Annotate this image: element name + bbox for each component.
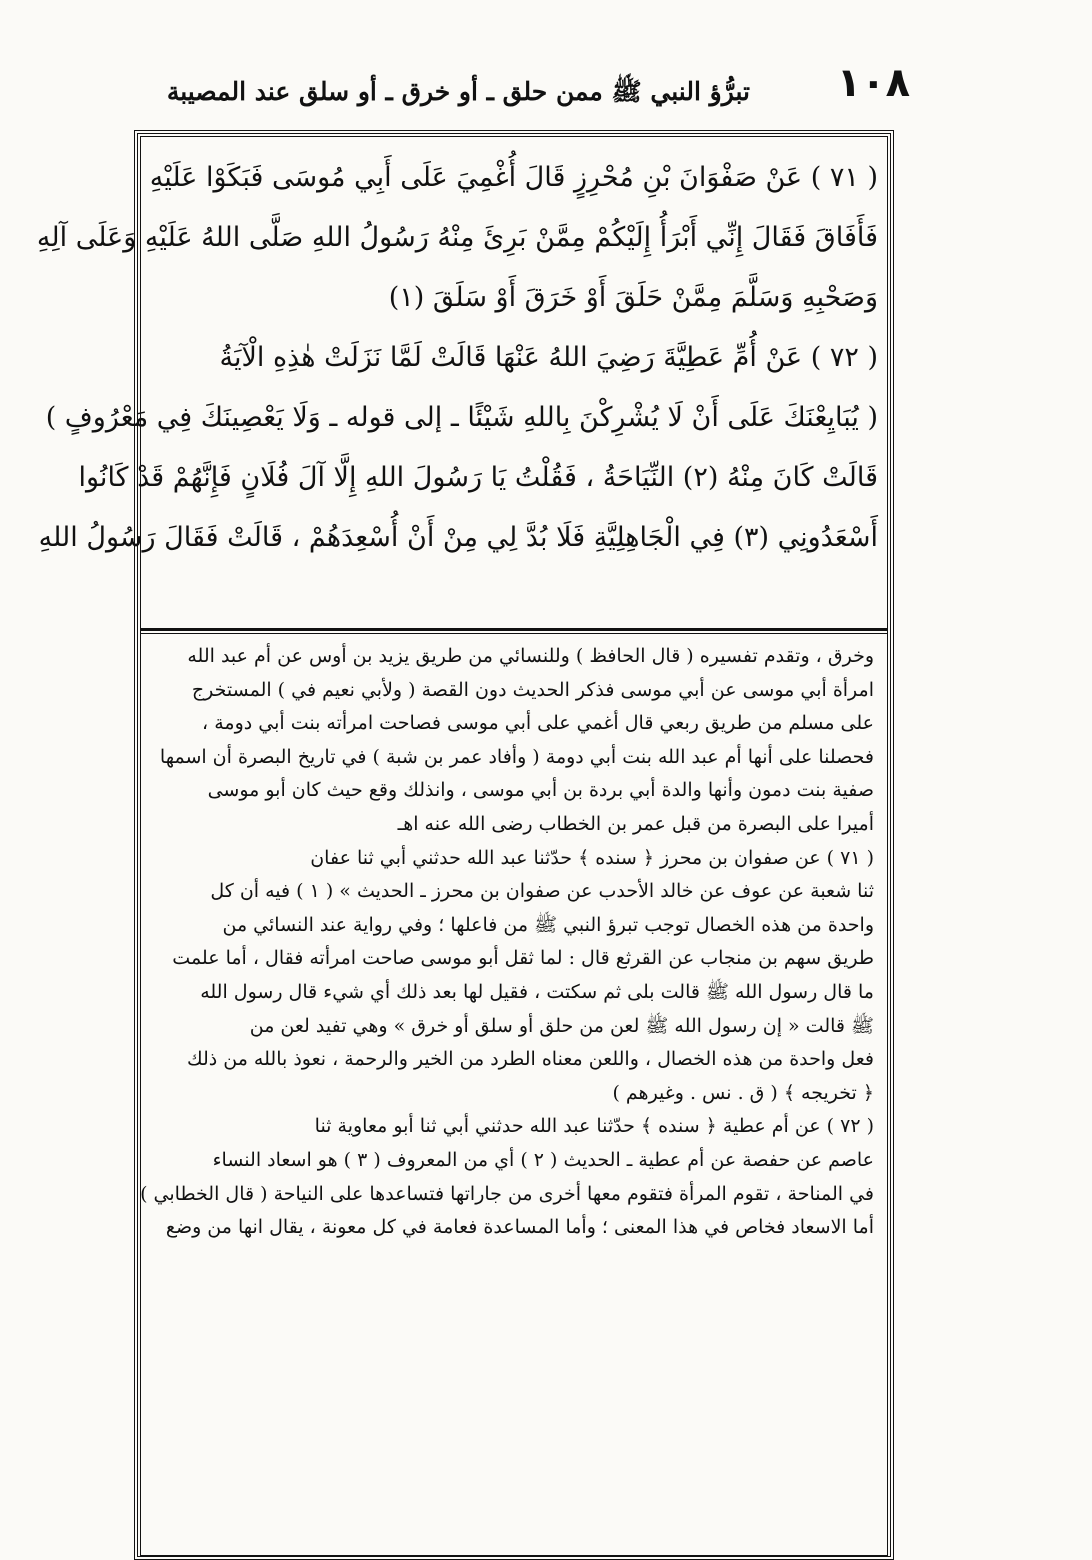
commentary-line: عاصم عن حفصة عن أم عطية ـ الحديث ( ٢ ) أي من المعروف ( ٣ ) هو اسعاد النساء — [212, 1148, 874, 1171]
commentary-line: في المناحة ، تقوم المرأة فتقوم معها أخرى من جاراتها فتساعدها على النياحة ( قال الخطابي ) — [140, 1182, 874, 1205]
page-header — [140, 60, 910, 126]
hadith-line: ( ٧١ ) عَنْ صَفْوَانَ بْنِ مُحْرِزٍ قَالَ أُغْمِيَ عَلَى أَبِي مُوسَى فَبَكَوْا عَلَيْهِ — [149, 162, 878, 193]
hadith-line: فَأَفَاقَ فَقَالَ إِنِّي أَبْرَأُ إِلَيْكُمْ مِمَّنْ بَرِئَ مِنْهُ رَسُولُ اللهِ صَلَّى اللهُ عَلَيْهِ وَعَلَى آلِهِ — [36, 222, 878, 253]
section-divider-thin — [140, 633, 888, 634]
page-number: ١٠٨ — [836, 60, 910, 106]
commentary-line: ( ٧٢ ) عن أم عطية ﴿ سنده ﴾ حدّثنا عبد الله حدثني أبي ثنا أبو معاوية ثنا — [314, 1115, 874, 1138]
hadith-line: وَصَحْبِهِ وَسَلَّمَ مِمَّنْ حَلَقَ أَوْ خَرَقَ أَوْ سَلَقَ (١) — [388, 282, 878, 313]
hadith-line: ( يُبَايِعْنَكَ عَلَى أَنْ لَا يُشْرِكْنَ بِاللهِ شَيْئًا ـ إلى قوله ـ وَلَا يَعْصِينَكَ فِي مَعْرُوفٍ ) — [45, 402, 878, 433]
commentary-line: واحدة من هذه الخصال توجب تبرؤ النبي ﷺ من فاعلها ؛ وفي رواية عند النسائي من — [222, 913, 874, 936]
section-divider — [140, 628, 888, 631]
commentary-line: فحصلنا على أنها أم عبد الله بنت أبي دومة ( وأفاد عمر بن شبة ) في تاريخ البصرة أن اسمها — [159, 745, 874, 768]
commentary-line: امرأة أبي موسى عن أبي موسى فذكر الحديث دون القصة ( ولأبي نعيم في ) المستخرج — [191, 678, 874, 701]
commentary-text — [140, 640, 874, 1470]
hadith-line: أَسْعَدُونِي (٣) فِي الْجَاهِلِيَّةِ فَلَا بُدَّ لِي مِنْ أَنْ أُسْعِدَهُمْ ، قَالَتْ فَقَالَ رَسُولُ اللهِ — [38, 522, 878, 553]
commentary-line: ثنا شعبة عن عوف عن خالد الأحدب عن صفوان بن محرز ـ الحديث » ( ١ ) فيه أن كل — [210, 880, 874, 903]
commentary-line: وخرق ، وتقدم تفسيره ( قال الحافظ ) وللنسائي من طريق يزيد بن أوس عن أم عبد الله — [187, 645, 874, 667]
commentary-line: طريق سهم بن منجاب عن القرثع قال : لما ثقل أبو موسى صاحت امرأته فقال ، أما علمت — [172, 947, 874, 970]
commentary-line: فعل واحدة من هذه الخصال ، واللعن معناه الطرد من الخير والرحمة ، نعوذ بالله من ذلك — [186, 1048, 874, 1071]
commentary-line: ما قال رسول الله ﷺ قالت بلى ثم سكتت ، فقيل لها بعد ذلك أي شيء قال رسول الله — [200, 980, 874, 1003]
commentary-line: ﷺ قالت « إن رسول الله ﷺ لعن من حلق أو سلق أو خرق » وهي تفيد لعن من — [249, 1014, 874, 1037]
hadith-line: قَالَتْ كَانَ مِنْهُ (٢) النِّيَاحَةُ ، فَقُلْتُ يَا رَسُولَ اللهِ إِلَّا آلَ فُلَانٍ فَإِنَّهُمْ قَدْ كَانُوا — [78, 462, 878, 493]
commentary-line: على مسلم من طريق ربعي قال أغمي على أبي موسى فصاحت امرأته بنت أبي دومة ، — [202, 712, 874, 735]
commentary-line: ( ٧١ ) عن صفوان بن محرز ﴿ سنده ﴾ حدّثنا عبد الله حدثني أبي ثنا عفان — [310, 846, 874, 869]
running-title: تبرُّؤ النبي ﷺ ممن حلق ـ أو خرق ـ أو سلق عند المصيبة — [166, 77, 750, 106]
commentary-line: ﴿ تخريجه ﴾ ( ق . نس . وغيرهم ) — [612, 1081, 874, 1104]
commentary-line: صفية بنت دمون وأنها والدة أبي بردة بن أبي موسى ، وانذلك وقع حيث كان أبو موسى — [207, 779, 874, 802]
commentary-line: أميرا على البصرة من قبل عمر بن الخطاب رضى الله عنه اهـ — [397, 812, 874, 835]
hadith-line: ( ٧٢ ) عَنْ أُمِّ عَطِيَّةَ رَضِيَ اللهُ عَنْهَا قَالَتْ لَمَّا نَزَلَتْ هٰذِهِ الْآيَةُ — [219, 342, 878, 373]
commentary-line: أما الاسعاد فخاص في هذا المعنى ؛ وأما المساعدة فعامة في كل معونة ، يقال انها من وضع — [165, 1216, 874, 1239]
hadith-text — [36, 148, 878, 626]
